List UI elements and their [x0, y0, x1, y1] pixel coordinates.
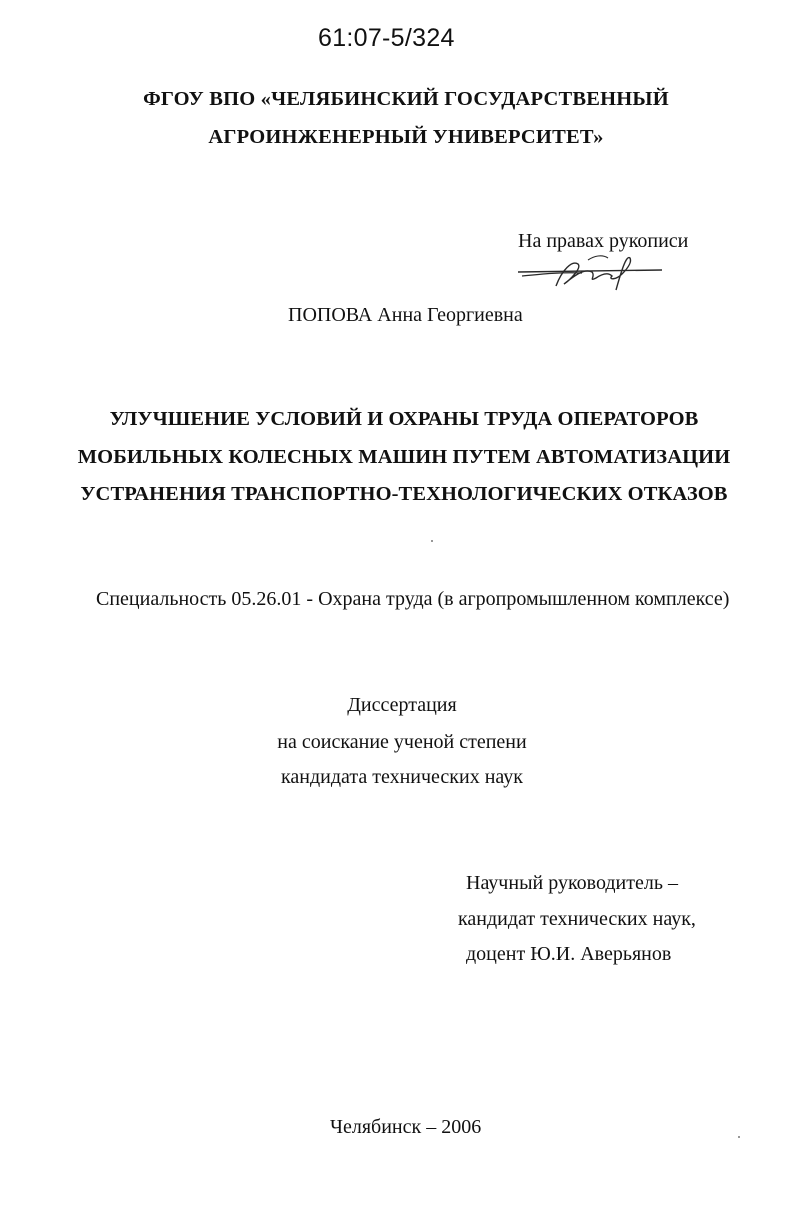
organization-line-2: АГРОИНЖЕНЕРНЫЙ УНИВЕРСИТЕТ» — [208, 126, 604, 148]
dissertation-line-1: Диссертация — [347, 694, 457, 716]
thesis-title-line-1: УЛУЧШЕНИЕ УСЛОВИЙ И ОХРАНЫ ТРУДА ОПЕРАТОРОВ — [109, 408, 699, 430]
scan-speck — [738, 1136, 740, 1138]
scan-speck — [431, 540, 433, 542]
supervisor-line-3: доцент Ю.И. Аверьянов — [466, 943, 672, 965]
manuscript-rights-note: На правах рукописи — [518, 230, 689, 252]
thesis-title-line-3: УСТРАНЕНИЯ ТРАНСПОРТНО-ТЕХНОЛОГИЧЕСКИХ ОТКАЗОВ — [80, 483, 728, 505]
author-signature — [512, 246, 672, 294]
specialty-line: Специальность 05.26.01 - Охрана труда (в агропромышленном комплексе) — [96, 588, 730, 610]
thesis-title-line-2: МОБИЛЬНЫХ КОЛЕСНЫХ МАШИН ПУТЕМ АВТОМАТИЗАЦИИ — [77, 446, 731, 468]
dissertation-line-3: кандидата технических наук — [280, 766, 524, 788]
organization-line-1: ФГОУ ВПО «ЧЕЛЯБИНСКИЙ ГОСУДАРСТВЕННЫЙ — [143, 88, 669, 110]
supervisor-line-1: Научный руководитель – — [466, 872, 678, 894]
city-year: Челябинск – 2006 — [330, 1116, 482, 1138]
document-code: 61:07-5/324 — [318, 24, 455, 52]
dissertation-line-2: на соискание ученой степени — [277, 731, 527, 753]
author-name: ПОПОВА Анна Георгиевна — [288, 304, 523, 326]
supervisor-line-2: кандидат технических наук, — [458, 908, 696, 930]
